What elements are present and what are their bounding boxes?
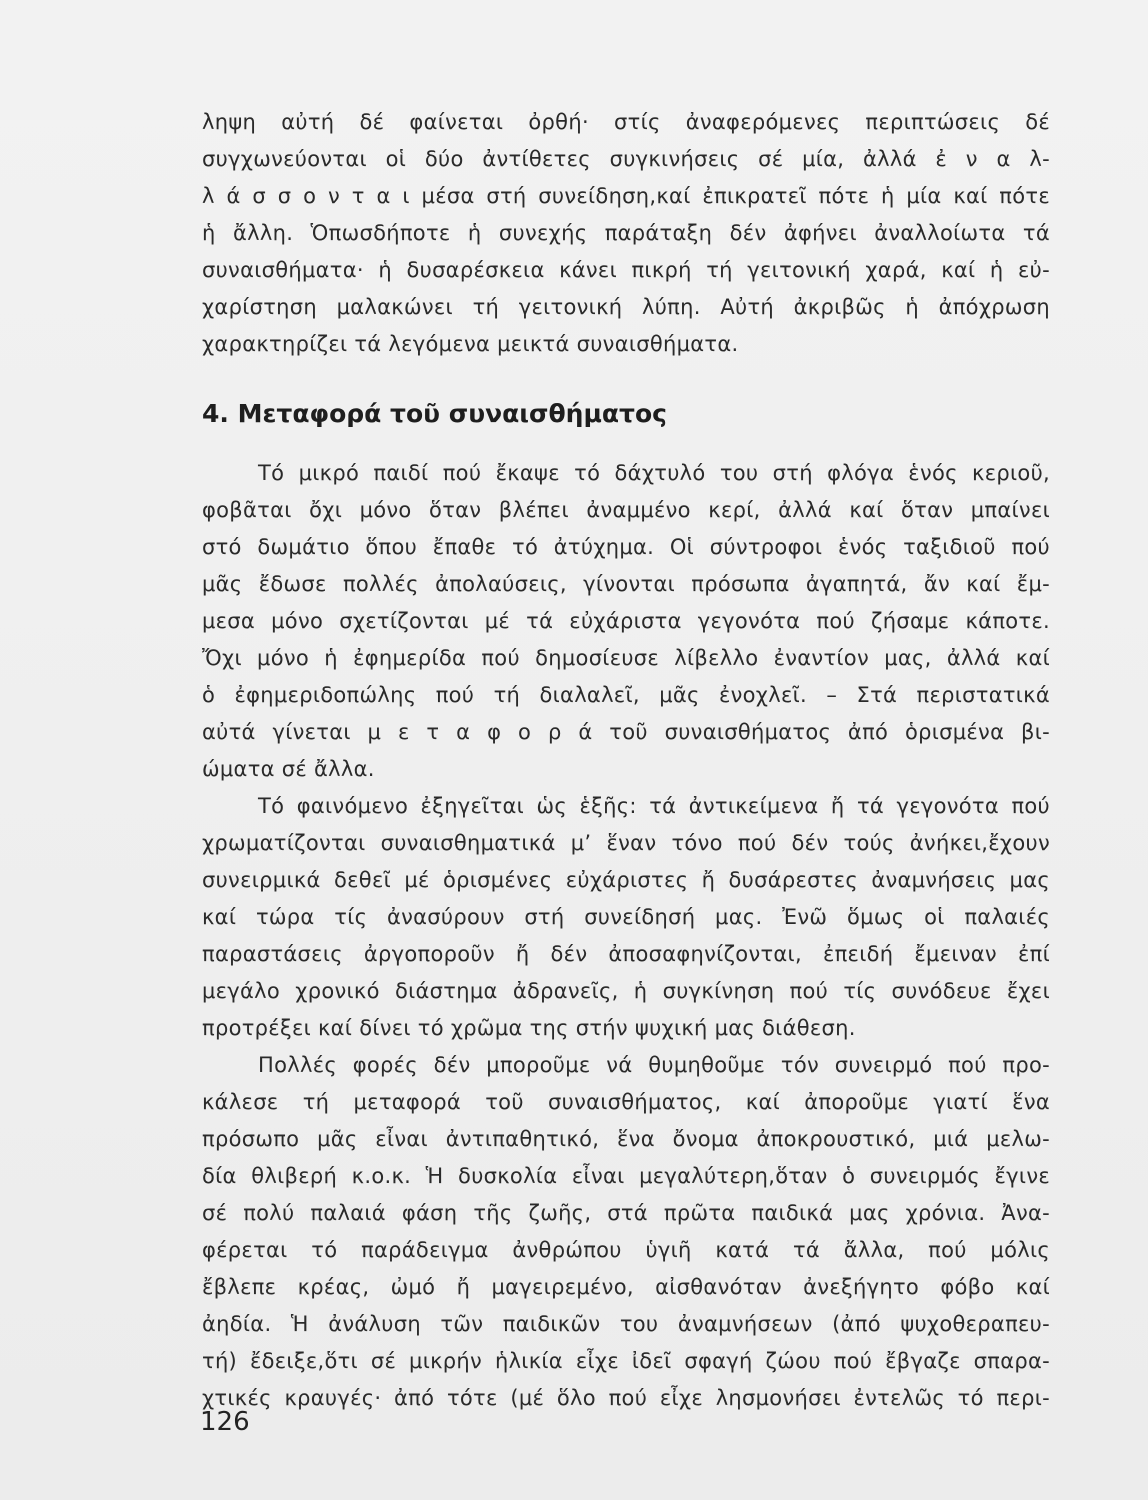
text-line: ἔβλεπε κρέας, ὠμό ἤ μαγειρεμένο, αἰσθανόταν ἀνεξήγητο φόβο καί	[202, 1275, 1050, 1299]
text-line: συναισθήματα· ἡ δυσαρέσκεια κάνει πικρή τή γειτονική χαρά, καί ἡ εὐ-	[202, 258, 1050, 282]
text-line: ἡ ἄλλη. Ὁπωσδήποτε ἡ συνεχής παράταξη δέν ἀφήνει ἀναλλοίωτα τά	[202, 221, 1050, 245]
text-line: Τό μικρό παιδί πού ἔκαψε τό δάχτυλό του στή φλόγα ἑνός κεριοῦ,	[258, 461, 1050, 485]
text-line: Πολλές φορές δέν μποροῦμε νά θυμηθοῦμε τόν συνειρμό πού προ-	[258, 1053, 1050, 1077]
text-line: πρόσωπο μᾶς εἶναι ἀντιπαθητικό, ἕνα ὄνομα ἀποκρουστικό, μιά μελω-	[202, 1127, 1050, 1151]
text-line: προτρέξει καί δίνει τό χρῶμα της στήν ψυχική μας διάθεση.	[202, 1016, 856, 1040]
text-line: στό δωμάτιο ὅπου ἔπαθε τό ἀτύχημα. Οἱ σύντροφοι ἑνός ταξιδιοῦ πού	[202, 535, 1050, 559]
text-line: αὐτά γίνεται μ ε τ α φ ο ρ ά τοῦ συναισθήματος ἀπό ὁρισμένα βι-	[202, 720, 1050, 744]
text-line: τή) ἔδειξε,ὅτι σέ μικρήν ἡλικία εἶχε ἰδεῖ σφαγή ζώου πού ἔβγαζε σπαρα-	[202, 1349, 1050, 1373]
text-line: μεγάλο χρονικό διάστημα ἀδρανεῖς, ἡ συγκίνηση πού τίς συνόδευε ἔχει	[202, 979, 1050, 1003]
text-line: ληψη αὐτή δέ φαίνεται ὀρθή· στίς ἀναφερόμενες περιπτώσεις δέ	[202, 110, 1050, 134]
text-line: συνειρμικά δεθεῖ μέ ὁρισμένες εὐχάριστες ἤ δυσάρεστες ἀναμνήσεις μας	[202, 868, 1050, 892]
text-line: χτικές κραυγές· ἀπό τότε (μέ ὅλο πού εἶχε λησμονήσει ἐντελῶς τό περι-	[202, 1386, 1050, 1410]
text-line: καί τώρα τίς ἀνασύρουν στή συνείδησή μας. Ἐνῶ ὅμως οἱ παλαιές	[202, 905, 1050, 929]
text-line: ἀηδία. Ἡ ἀνάλυση τῶν παιδικῶν του ἀναμνήσεων (ἀπό ψυχοθεραπευ-	[202, 1312, 1050, 1336]
text-line: μεσα μόνο σχετίζονται μέ τά εὐχάριστα γεγονότα πού ζήσαμε κάποτε.	[202, 609, 1050, 633]
text-line: χρωματίζονται συναισθηματικά μ’ ἕναν τόνο πού δέν τούς ἀνήκει,ἔχουν	[202, 831, 1050, 855]
text-line: δία θλιβερή κ.ο.κ. Ἡ δυσκολία εἶναι μεγαλύτερη,ὅταν ὁ συνειρμός ἔγινε	[202, 1164, 1050, 1188]
paragraph-mixed-feelings	[202, 104, 1050, 363]
section-body	[202, 455, 1050, 1417]
text-line: φοβᾶται ὄχι μόνο ὅταν βλέπει ἀναμμένο κερί, ἀλλά καί ὅταν μπαίνει	[202, 498, 1050, 522]
text-line: σέ πολύ παλαιά φάση τῆς ζωῆς, στά πρῶτα παιδικά μας χρόνια. Ἀνα-	[202, 1201, 1050, 1225]
text-line: φέρεται τό παράδειγμα ἀνθρώπου ὑγιῆ κατά τά ἄλλα, πού μόλις	[202, 1238, 1050, 1262]
text-line: λ ά σ σ ο ν τ α ι μέσα στή συνείδηση,καί ἐπικρατεῖ πότε ἡ μία καί πότε	[202, 184, 1050, 208]
text-line: Ὄχι μόνο ἡ ἐφημερίδα πού δημοσίευσε λίβελλο ἐναντίον μας, ἀλλά καί	[202, 646, 1050, 670]
text-line: χαρίστηση μαλακώνει τή γειτονική λύπη. Αὐτή ἀκριβῶς ἡ ἀπόχρωση	[202, 295, 1050, 319]
text-line: ὁ ἐφημεριδοπώλης πού τή διαλαλεῖ, μᾶς ἐνοχλεῖ. – Στά περιστατικά	[202, 683, 1050, 707]
text-line: κάλεσε τή μεταφορά τοῦ συναισθήματος, καί ἀποροῦμε γιατί ἕνα	[202, 1090, 1050, 1114]
page-number: 126	[200, 1407, 250, 1437]
section-heading: 4. Μεταφορά τοῦ συναισθήματος	[202, 399, 668, 428]
text-line: μᾶς ἔδωσε πολλές ἀπολαύσεις, γίνονται πρόσωπα ἀγαπητά, ἄν καί ἔμ-	[202, 572, 1050, 596]
text-line: Τό φαινόμενο ἐξηγεῖται ὡς ἑξῆς: τά ἀντικείμενα ἤ τά γεγονότα πού	[258, 794, 1050, 818]
text-line: χαρακτηρίζει τά λεγόμενα μεικτά συναισθήματα.	[202, 332, 739, 356]
text-line: ώματα σέ ἄλλα.	[202, 757, 375, 781]
text-line: συγχωνεύονται οἱ δύο ἀντίθετες συγκινήσεις σέ μία, ἀλλά ἐ ν α λ-	[202, 147, 1050, 171]
text-line: παραστάσεις ἀργοποροῦν ἤ δέν ἀποσαφηνίζονται, ἐπειδή ἔμειναν ἐπί	[202, 942, 1050, 966]
